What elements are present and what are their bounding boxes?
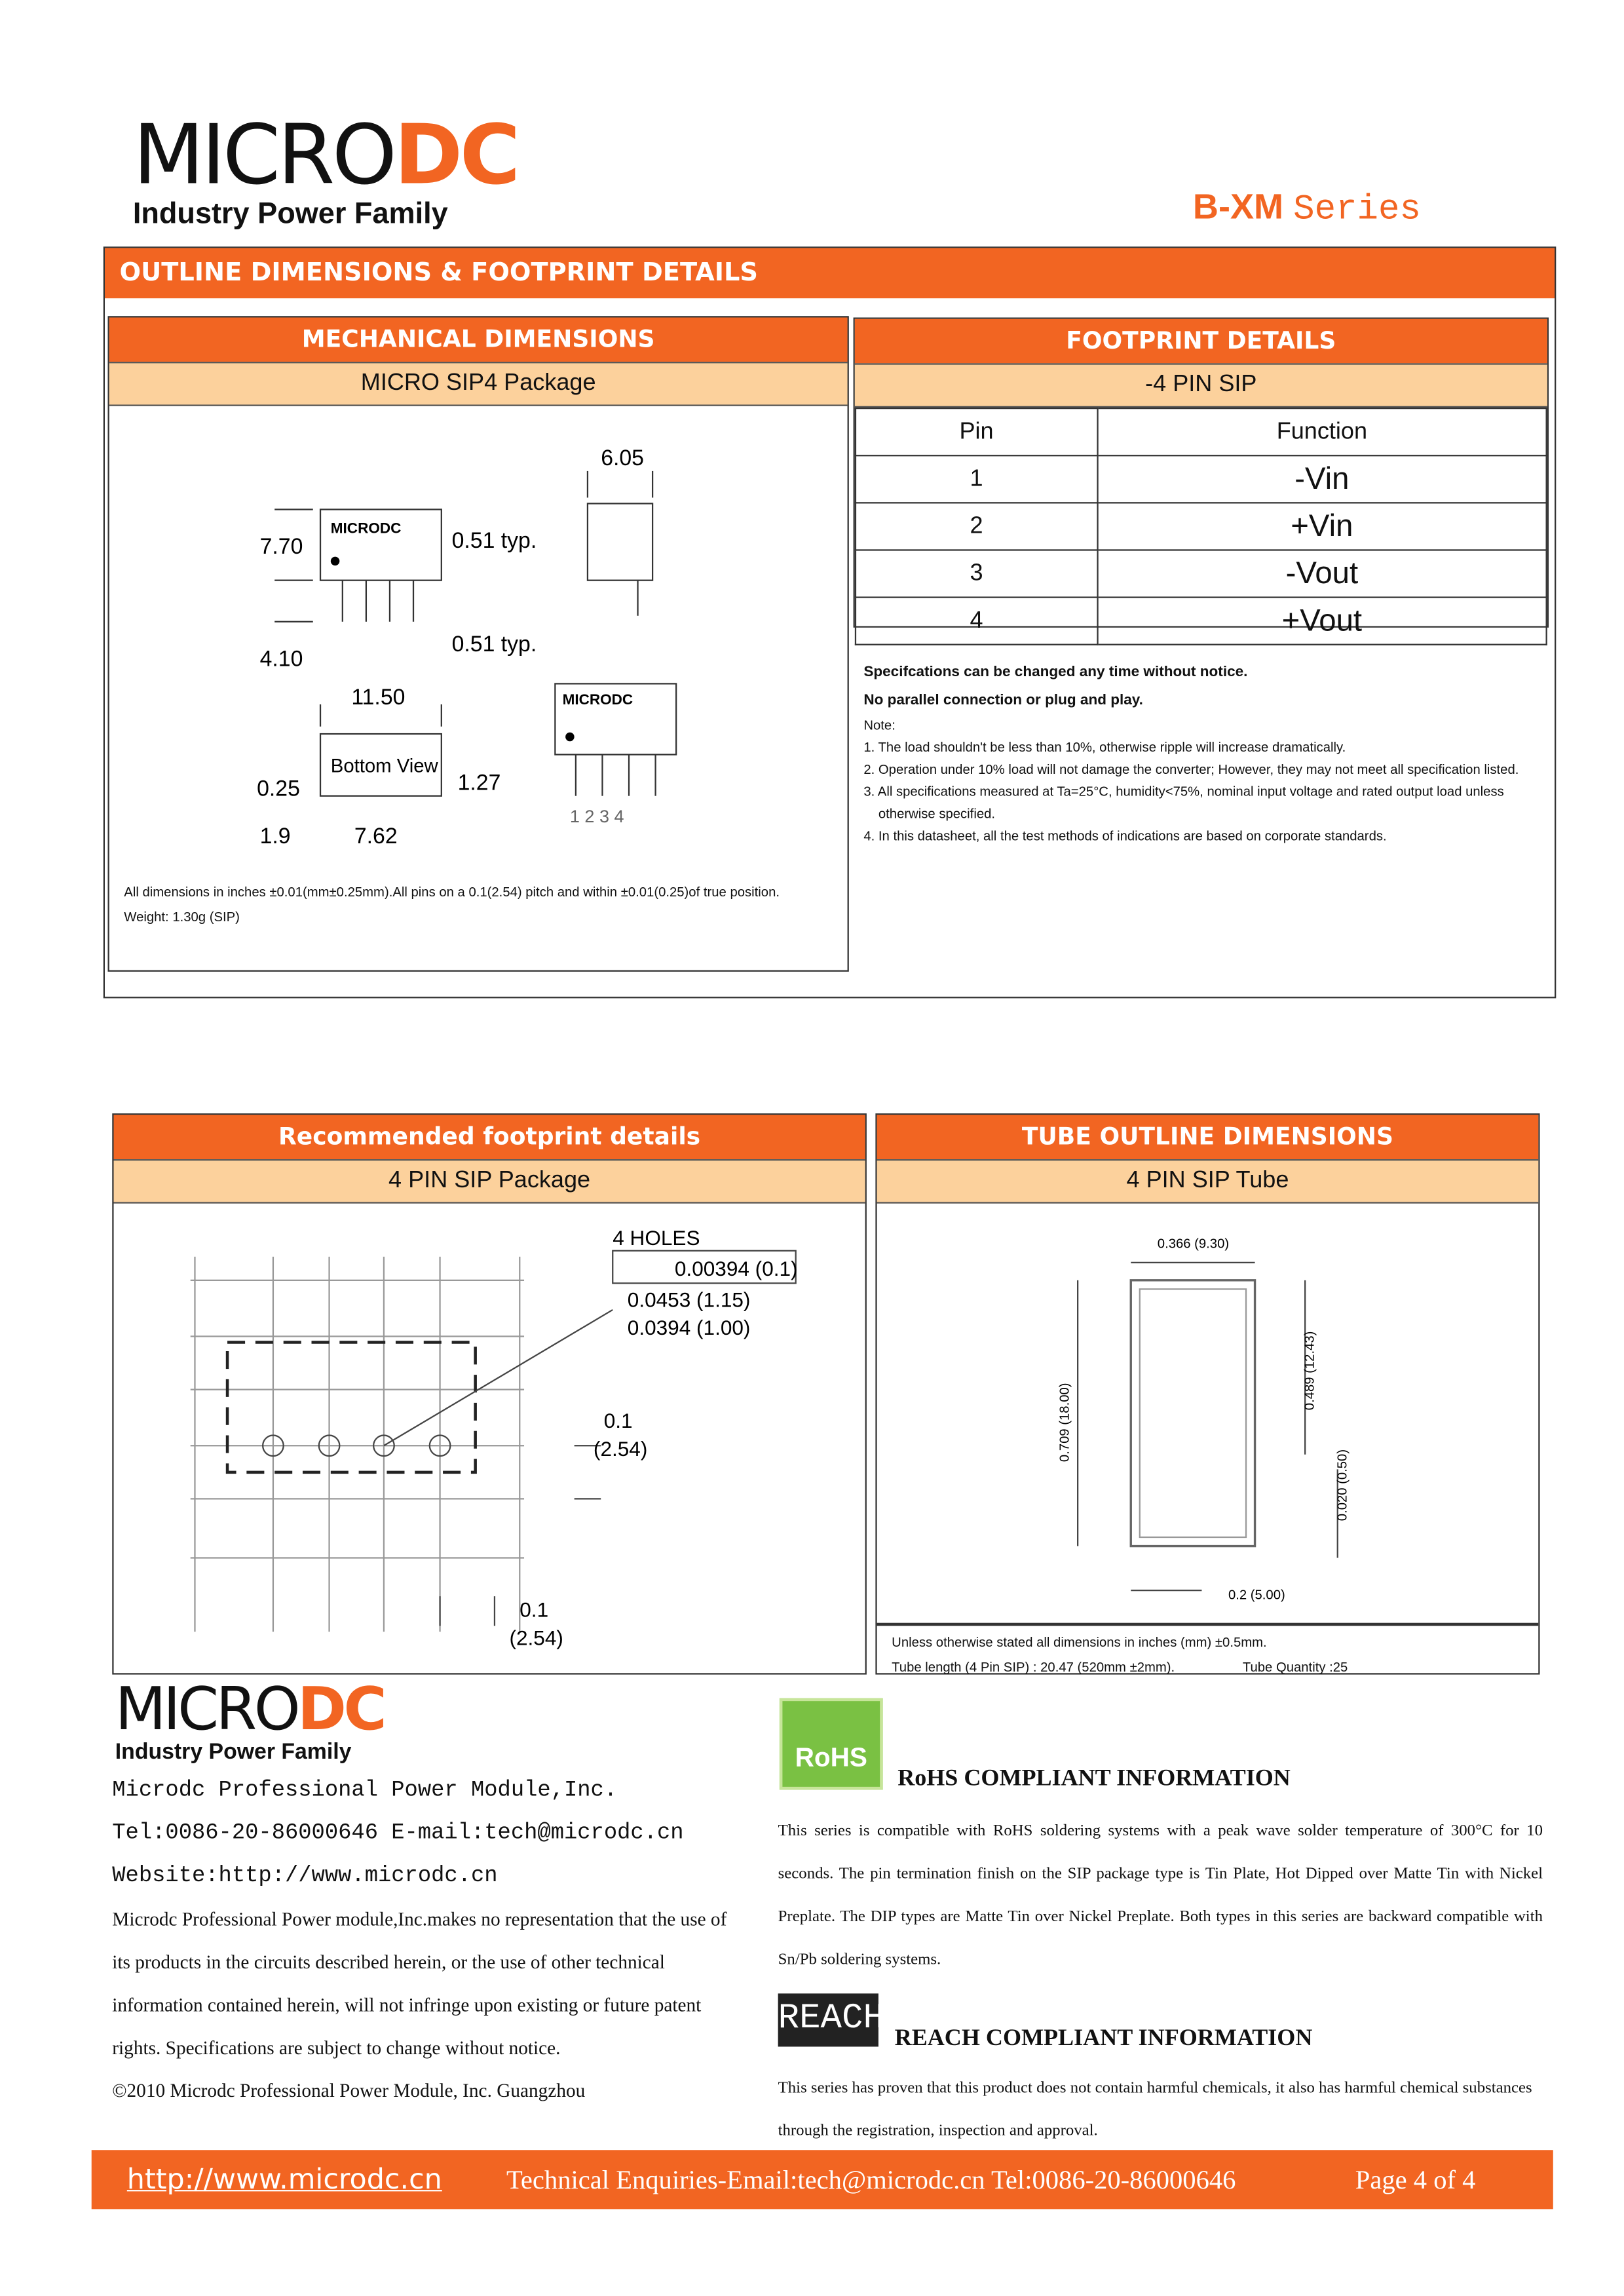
page-number: Page 4 of 4	[1355, 2164, 1476, 2194]
mechanical-title: MECHANICAL DIMENSIONS	[109, 318, 848, 362]
table-row	[856, 455, 1547, 503]
tube-thickness: 0.020 (0.50)	[1335, 1449, 1350, 1521]
tube-height-2: 0.489 (12.43)	[1302, 1331, 1317, 1411]
pin-table	[855, 408, 1547, 645]
logo-accent: DC	[297, 1675, 385, 1744]
footprint-notes	[863, 659, 1545, 847]
reach-badge-text: REACH	[778, 1999, 884, 2040]
tube-bottom: 0.2 (5.00)	[1228, 1588, 1285, 1603]
table-header	[856, 408, 1547, 455]
company-info	[112, 1769, 732, 2112]
dim-typ1: 0.51 typ.	[451, 528, 537, 554]
dim-pitch: 7.62	[354, 823, 398, 849]
logo-text: MICRO	[132, 107, 394, 204]
reach-badge	[778, 1993, 884, 2046]
function-cell: +Vout	[1097, 598, 1547, 645]
note-item: 4. In this datasheet, all the test methods of indications are based on corporate standards.	[863, 828, 1387, 843]
copyright: ©2010 Microdc Professional Power Module, Inc. Guangzhou	[112, 2079, 586, 2101]
dim-pin: 4.10	[259, 646, 303, 672]
logo-accent: DC	[394, 107, 518, 204]
company-name: Microdc Professional Power Module,Inc.	[112, 1778, 618, 1803]
series-light: Series	[1293, 190, 1421, 231]
tube-quantity: Tube Quantity :25	[1242, 1660, 1348, 1675]
tube-title: TUBE OUTLINE DIMENSIONS	[877, 1115, 1539, 1159]
company-contact: Tel:0086-20-86000646 E-mail:tech@microdc.cn	[112, 1820, 684, 1846]
reach-title: REACH COMPLIANT INFORMATION	[894, 2025, 1313, 2052]
weight: Weight: 1.30g (SIP)	[124, 909, 240, 925]
tube-panel	[875, 1113, 1539, 1674]
table-row	[856, 550, 1547, 597]
dim-t2: 1.27	[457, 770, 501, 795]
diameter-2: 0.0394 (1.00)	[627, 1316, 751, 1340]
rohs-title: RoHS COMPLIANT INFORMATION	[897, 1766, 1291, 1791]
note-item: 2. Operation under 10% load will not damage the converter; However, they may not meet all specification listed.	[863, 761, 1519, 777]
recommended-title: Recommended footprint details	[114, 1115, 865, 1159]
tube-subtitle: 4 PIN SIP Tube	[877, 1159, 1539, 1204]
function-cell: -Vin	[1097, 455, 1547, 503]
mechanical-drawing	[109, 409, 848, 867]
pitch-1: 0.1	[603, 1409, 633, 1433]
mechanical-note: All dimensions in inches ±0.01(mm±0.25mm).All pins on a 0.1(2.54) pitch and within ±0.01(0.25)of true position.	[124, 884, 780, 900]
spec-note-2: No parallel connection or plug and play.	[863, 692, 1143, 709]
tube-note: Unless otherwise stated all dimensions in inches (mm) ±0.5mm.	[892, 1634, 1267, 1650]
dim-thickness: 0.25	[257, 776, 300, 801]
series-bold: B-XM	[1192, 187, 1284, 228]
footer-logo	[115, 1675, 385, 1765]
recommended-panel	[112, 1113, 867, 1674]
pitch-1-mm: (2.54)	[593, 1437, 648, 1461]
dim-length: 11.50	[351, 684, 406, 710]
recommended-drawing	[114, 1204, 865, 1674]
spec-note-1: Specifcations can be changed any time without notice.	[863, 664, 1248, 681]
dim-typ2: 0.51 typ.	[451, 631, 537, 657]
mechanical-panel	[108, 316, 849, 972]
header-logo	[132, 107, 518, 232]
tagline: Industry Power Family	[132, 197, 448, 231]
diameter-1: 0.0453 (1.15)	[627, 1288, 751, 1312]
footer-contact: Technical Enquiries-Email:tech@microdc.cn Tel:0086-20-86000646	[506, 2164, 1236, 2194]
table-row	[856, 598, 1547, 645]
logo-text: MICRO	[115, 1675, 298, 1744]
footer-bar	[92, 2150, 1553, 2209]
footprint-subtitle: -4 PIN SIP	[855, 363, 1547, 408]
rohs-badge	[780, 1698, 883, 1790]
note-item: 3. All specifications measured at Ta=25°C, humidity<75%, nominal input voltage and rated output load unless otherwise specified.	[863, 784, 1504, 822]
bottom-view-label: Bottom View	[330, 755, 438, 777]
pin-cell: 2	[856, 503, 1097, 550]
table-row	[856, 503, 1547, 550]
section-title: OUTLINE DIMENSIONS & FOOTPRINT DETAILS	[105, 248, 1555, 299]
brand-label: MICRODC	[330, 520, 402, 537]
function-cell: -Vout	[1097, 550, 1547, 597]
pin-numbers: 1 2 3 4	[569, 807, 624, 827]
note-label: Note:	[863, 718, 896, 733]
series-title	[1193, 187, 1421, 230]
recommended-subtitle: 4 PIN SIP Package	[114, 1159, 865, 1204]
pin-cell: 4	[856, 598, 1097, 645]
reach-text: This series has proven that this product does not contain harmful chemicals, it also has harmful chemical substances through the registration, inspection and approval.	[778, 2079, 1532, 2140]
tolerance-label: 0.00394 (0.1)	[674, 1257, 798, 1281]
brand-label-2: MICRODC	[562, 691, 633, 708]
col-function: Function	[1097, 408, 1547, 455]
dim-edge: 1.9	[259, 823, 291, 849]
tube-height: 0.709 (18.00)	[1057, 1383, 1072, 1463]
pitch-2-mm: (2.54)	[509, 1626, 563, 1650]
dim-height: 7.70	[259, 534, 303, 560]
function-cell: +Vin	[1097, 503, 1547, 550]
tagline: Industry Power Family	[115, 1739, 352, 1765]
tube-length: Tube length (4 Pin SIP) : 20.47 (520mm ±2mm).	[892, 1660, 1175, 1675]
pin-cell: 1	[856, 455, 1097, 503]
col-pin: Pin	[856, 408, 1097, 455]
tube-width: 0.366 (9.30)	[1157, 1236, 1230, 1252]
rohs-text: This series is compatible with RoHS soldering systems with a peak wave solder temperature of 300°C for 10 seconds. The pin termination finish on the SIP package type is Tin Plate, Hot Dipped over Matte Tin with Nickel Preplate. The DIP types are Matte Tin over Nickel Preplate. Both types in this series are backward compatible with Sn/Pb soldering systems.	[778, 1822, 1543, 1969]
note-item: 1. The load shouldn't be less than 10%, otherwise ripple will increase dramatically.	[863, 740, 1346, 755]
dim-width: 6.05	[601, 445, 644, 470]
company-website[interactable]: Website:http://www.microdc.cn	[112, 1864, 498, 1889]
rohs-badge-text: RoHS	[795, 1742, 867, 1772]
disclaimer: Microdc Professional Power module,Inc.makes no representation that the use of its products in the circuits described herein, or the use of other technical information contained herein, will not infringe upon existing or future patent rights. Specifications are subject to change without notice.	[112, 1907, 727, 2059]
holes-label: 4 HOLES	[613, 1225, 700, 1250]
tube-drawing	[877, 1204, 1539, 1624]
pin-cell: 3	[856, 550, 1097, 597]
footer-url[interactable]: http://www.microdc.cn	[126, 2163, 442, 2196]
pitch-2: 0.1	[519, 1598, 549, 1622]
footprint-panel	[854, 318, 1549, 638]
mechanical-subtitle: MICRO SIP4 Package	[109, 362, 848, 406]
footprint-title: FOOTPRINT DETAILS	[855, 319, 1547, 364]
